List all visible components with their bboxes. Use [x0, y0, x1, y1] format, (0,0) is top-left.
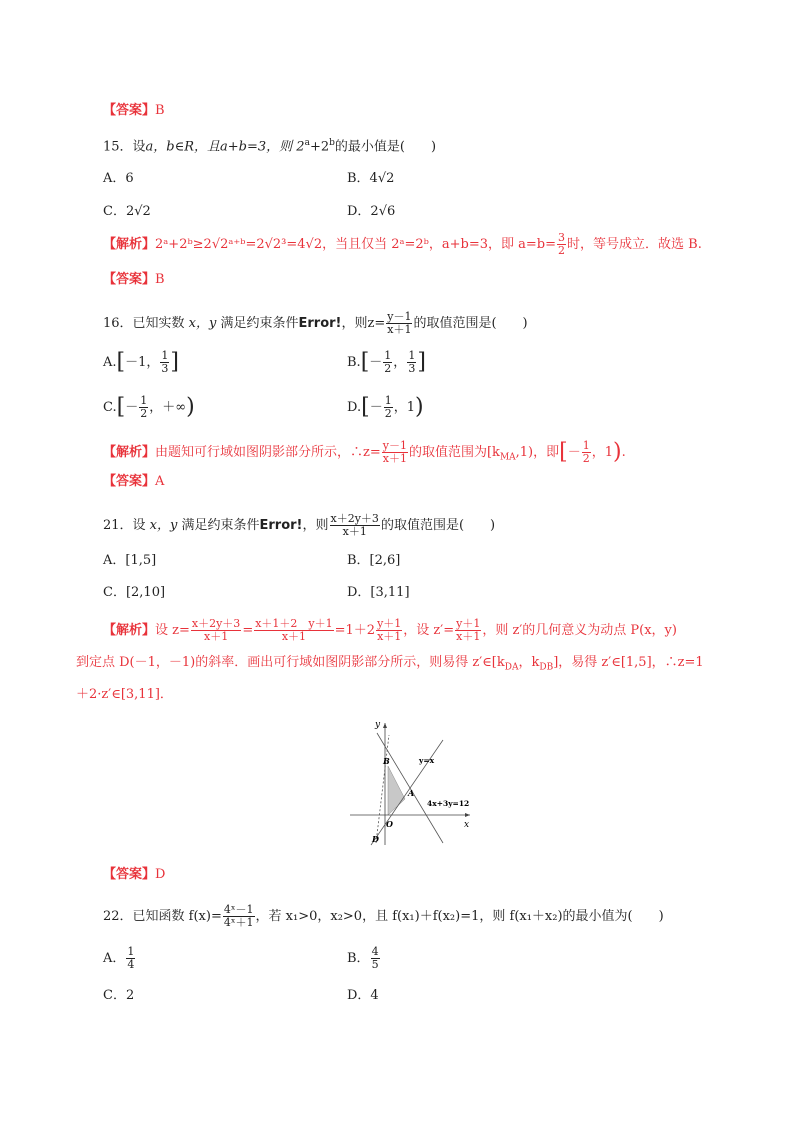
- frac-num: 1: [384, 349, 392, 362]
- frac-num: 1: [582, 439, 590, 452]
- an1-d: ，则 z′的几何意义为动点 P(x，y): [482, 623, 677, 638]
- sub: DB: [539, 662, 554, 673]
- frac-den: 3: [408, 362, 416, 375]
- frac-num: y＋1: [456, 617, 481, 630]
- answer-tag: 【答案】: [103, 272, 156, 287]
- frac-num: y－1: [382, 439, 407, 452]
- q21-option-a: A．[1,5]: [103, 553, 157, 568]
- frac-num: 1: [127, 945, 135, 958]
- frac-num: x＋2y＋3: [191, 617, 241, 630]
- q16-analysis-a: 由题知可行域如图阴影部分所示，∴z=: [155, 445, 381, 460]
- an2-tail: ]，易得 z′∈[1,5]，∴z=1: [553, 655, 704, 670]
- sub: DA: [504, 662, 519, 673]
- answer-line-15: [103, 271, 165, 289]
- frac-den: x＋1: [204, 630, 229, 643]
- frac-den: x＋1: [342, 525, 367, 538]
- q22-option-c: C．2: [103, 988, 135, 1003]
- paren-close-icon: ): [186, 394, 195, 420]
- label-B: B: [383, 756, 390, 766]
- an1-frac1: [191, 618, 241, 643]
- label-line1: y=x: [419, 756, 435, 765]
- frac-den: 2: [558, 244, 566, 257]
- q16-analysis-b: 的取值范围为[k: [408, 445, 500, 460]
- opt-frac: [407, 350, 416, 375]
- q16-analysis-tail: ，1: [591, 445, 614, 460]
- frac-den: 2: [384, 407, 392, 420]
- frac-num: 1: [384, 394, 392, 407]
- analysis-tag: 【解析】: [103, 445, 156, 460]
- q15-analysis: [103, 232, 702, 257]
- frac-num: 3: [558, 231, 566, 244]
- q22-option-a: [103, 946, 136, 971]
- error-text: Error!: [298, 316, 342, 331]
- q21-option-c: C．[2,10]: [103, 585, 166, 600]
- answer-tag: 【答案】: [103, 474, 156, 489]
- frac-den: x＋1: [387, 323, 412, 336]
- question-21: [103, 513, 495, 538]
- bracket-close-icon: ]: [170, 349, 179, 375]
- q15-prefix: 15．设: [103, 139, 146, 155]
- frac-den: x＋1: [377, 630, 402, 643]
- an1-eq: =: [242, 623, 254, 638]
- label-line2: 4x+3y=12: [427, 799, 470, 808]
- question-22: [103, 904, 664, 929]
- opt-letter: A．: [103, 951, 126, 966]
- bracket-open-icon: [: [116, 394, 126, 420]
- frac-den: 5: [371, 958, 379, 971]
- q21-analysis-line2: [76, 654, 704, 677]
- frac-num: y＋1: [377, 617, 402, 630]
- q15-analysis-text: 2ᵃ+2ᵇ≥2√2ᵃ⁺ᵇ=2√2³=4√2，当且仅当 2ᵃ=2ᵇ，a+b=3，即 a=b=: [155, 237, 557, 252]
- q21-prefix: 21．设: [103, 518, 146, 533]
- q21-frac: [330, 513, 380, 538]
- opt-frac: [139, 395, 148, 420]
- an1-b: =1＋2: [334, 623, 376, 638]
- label-y: y: [375, 720, 381, 730]
- q21-analysis-line3: ＋2·z′∈[3,11]．: [76, 687, 173, 702]
- q21-z: ，则: [302, 518, 329, 533]
- opt-sign: －: [369, 400, 383, 415]
- q21-tail: 的取值范围是( ): [380, 518, 496, 533]
- an1-frac4: [455, 618, 481, 643]
- q15-option-a: A．6: [103, 171, 134, 186]
- q16-option-d: [347, 395, 424, 420]
- opt-frac: [160, 350, 169, 375]
- frac-den: x＋1: [382, 452, 407, 465]
- q15-option-c: C．2√2: [103, 204, 151, 219]
- label-A: A: [408, 788, 415, 798]
- bracket-open-icon: [: [559, 439, 568, 465]
- frac-num: 1: [408, 349, 416, 362]
- frac-den: 4ˣ＋1: [223, 916, 254, 929]
- bracket-open-icon: [: [116, 349, 126, 375]
- label-D: D: [372, 834, 379, 844]
- q22-a: 22．已知函数 f(x)=: [103, 909, 222, 924]
- opt-tail: ，1: [393, 400, 415, 415]
- answer-tag: 【答案】: [103, 867, 156, 882]
- q21-vars: x，y: [145, 518, 182, 533]
- answer-value: D: [155, 867, 166, 882]
- question-16: [103, 311, 528, 336]
- q15-analysis-tail: 时，等号成立．故选 B.: [567, 237, 702, 252]
- q15-mid: +2: [309, 139, 330, 155]
- opt-letter: A.: [103, 355, 117, 370]
- frac-num: 4: [371, 945, 379, 958]
- opt-sign: －: [125, 400, 139, 415]
- sign: －: [567, 445, 581, 460]
- q22-option-b: [347, 946, 381, 971]
- question-15: [103, 134, 436, 156]
- q15-option-d: D．2√6: [347, 204, 396, 219]
- an1-c: ，设 z′=: [403, 623, 455, 638]
- q15-sup-a: a: [304, 138, 310, 148]
- q16-option-a: [103, 350, 179, 375]
- an2: 到定点 D(－1，－1)的斜率．画出可行域如图阴影部分所示，则易得 z′∈[k: [76, 655, 505, 670]
- q16-prefix: 16．已知实数: [103, 316, 185, 331]
- frac-num: x＋2y＋3: [330, 512, 379, 525]
- opt-letter: D.: [347, 400, 362, 415]
- frac-num: y－1: [387, 310, 412, 323]
- answer-value: B: [155, 272, 165, 287]
- opt-letter: C.: [103, 400, 117, 415]
- frac-den: 3: [161, 362, 169, 375]
- q15-analysis-frac: [557, 232, 566, 257]
- q22-b: ，若 x₁>0，x₂>0，且 f(x₁)＋f(x₂)=1，则 f(x₁＋x₂)的最小值为( ): [255, 909, 664, 924]
- bracket-open-icon: [: [360, 349, 370, 375]
- q16-option-c: [103, 395, 195, 420]
- an1-frac3: [376, 618, 402, 643]
- q16-z: ，则z=: [341, 316, 386, 331]
- q22-frac: [223, 904, 255, 929]
- frac-num: 1: [140, 394, 148, 407]
- answer-value: B: [155, 103, 165, 118]
- frac-den: 2: [582, 452, 590, 465]
- opt-tail: ，＋∞: [149, 400, 187, 415]
- bracket-close-icon: ]: [417, 349, 426, 375]
- label-O: O: [386, 819, 393, 829]
- q16-option-b: B.[－ $\frac{1}{2}$ ， $\frac{1}{3}$ ]: [347, 349, 426, 375]
- answer-tag: 【答案】: [103, 103, 156, 118]
- analysis-tag: 【解析】: [103, 237, 156, 252]
- q15-sup-b: b: [329, 138, 335, 148]
- q16-frac: [386, 311, 412, 336]
- answer-line-21: [103, 866, 165, 884]
- opt-a-part: －1，: [125, 355, 160, 370]
- q22-option-d: D．4: [347, 988, 379, 1003]
- bracket-open-icon: [: [361, 394, 370, 420]
- frac-num: 1: [161, 349, 169, 362]
- opt-letter: B.: [347, 355, 361, 370]
- frac-den: 4: [127, 958, 135, 971]
- answer-line-14: [103, 102, 165, 120]
- analysis-frac2: [582, 440, 591, 465]
- q21-option-b: B．[2,6]: [347, 553, 401, 568]
- error-text: Error!: [259, 518, 303, 533]
- q21-option-d: D．[3,11]: [347, 585, 410, 600]
- q15-vars: a，b∈R，且a+b=3，则 2: [145, 139, 305, 155]
- paren-close-icon: ): [414, 394, 424, 420]
- frac-num: x＋1＋2 y＋1: [255, 617, 333, 630]
- label-x: x: [464, 820, 470, 830]
- q16-vars: x，y: [184, 316, 221, 331]
- y-arrow-icon: [383, 723, 387, 728]
- an1-frac2: [254, 618, 333, 643]
- an1-a: 设 z=: [155, 623, 190, 638]
- q16-mid: 满足约束条件: [220, 316, 299, 331]
- opt-frac: [126, 946, 135, 971]
- q15-tail: 的最小值是( ): [334, 139, 437, 155]
- x-arrow-icon: [465, 813, 470, 817]
- feasible-region-figure: [345, 715, 475, 850]
- answer-value: A: [155, 474, 165, 489]
- paren-close-icon: ): [613, 439, 622, 465]
- frac-den: 2: [140, 407, 148, 420]
- analysis-tag: 【解析】: [103, 623, 156, 638]
- q16-analysis-c: ,1)，即: [515, 445, 560, 460]
- opt-frac: [371, 946, 380, 971]
- frac-den: x＋1: [456, 630, 481, 643]
- answer-line-16: [103, 473, 164, 491]
- q21-mid: 满足约束条件: [181, 518, 260, 533]
- q21-analysis-line1: [103, 618, 677, 643]
- sub: MA: [499, 452, 516, 463]
- frac-den: x＋1: [281, 630, 307, 643]
- opt-letter: B．: [347, 951, 370, 966]
- q16-analysis: 【解析】由题知可行域如图阴影部分所示，∴z= $\frac{y-1}{x+1}$ 的取值范围为$[k_{MA},1)$，即[－ $\frac{1}{2}$ ，1).: [103, 439, 626, 465]
- analysis-frac: [382, 440, 408, 465]
- opt-frac: [383, 350, 392, 375]
- an2-mid: ，k: [518, 655, 540, 670]
- opt-frac: [384, 395, 393, 420]
- q15-option-b: B．4√2: [347, 171, 395, 186]
- q16-tail: 的取值范围是( ): [413, 316, 528, 331]
- opt-sign: －: [369, 355, 383, 370]
- frac-den: 2: [384, 362, 392, 375]
- frac-num: 4ˣ－1: [223, 903, 254, 916]
